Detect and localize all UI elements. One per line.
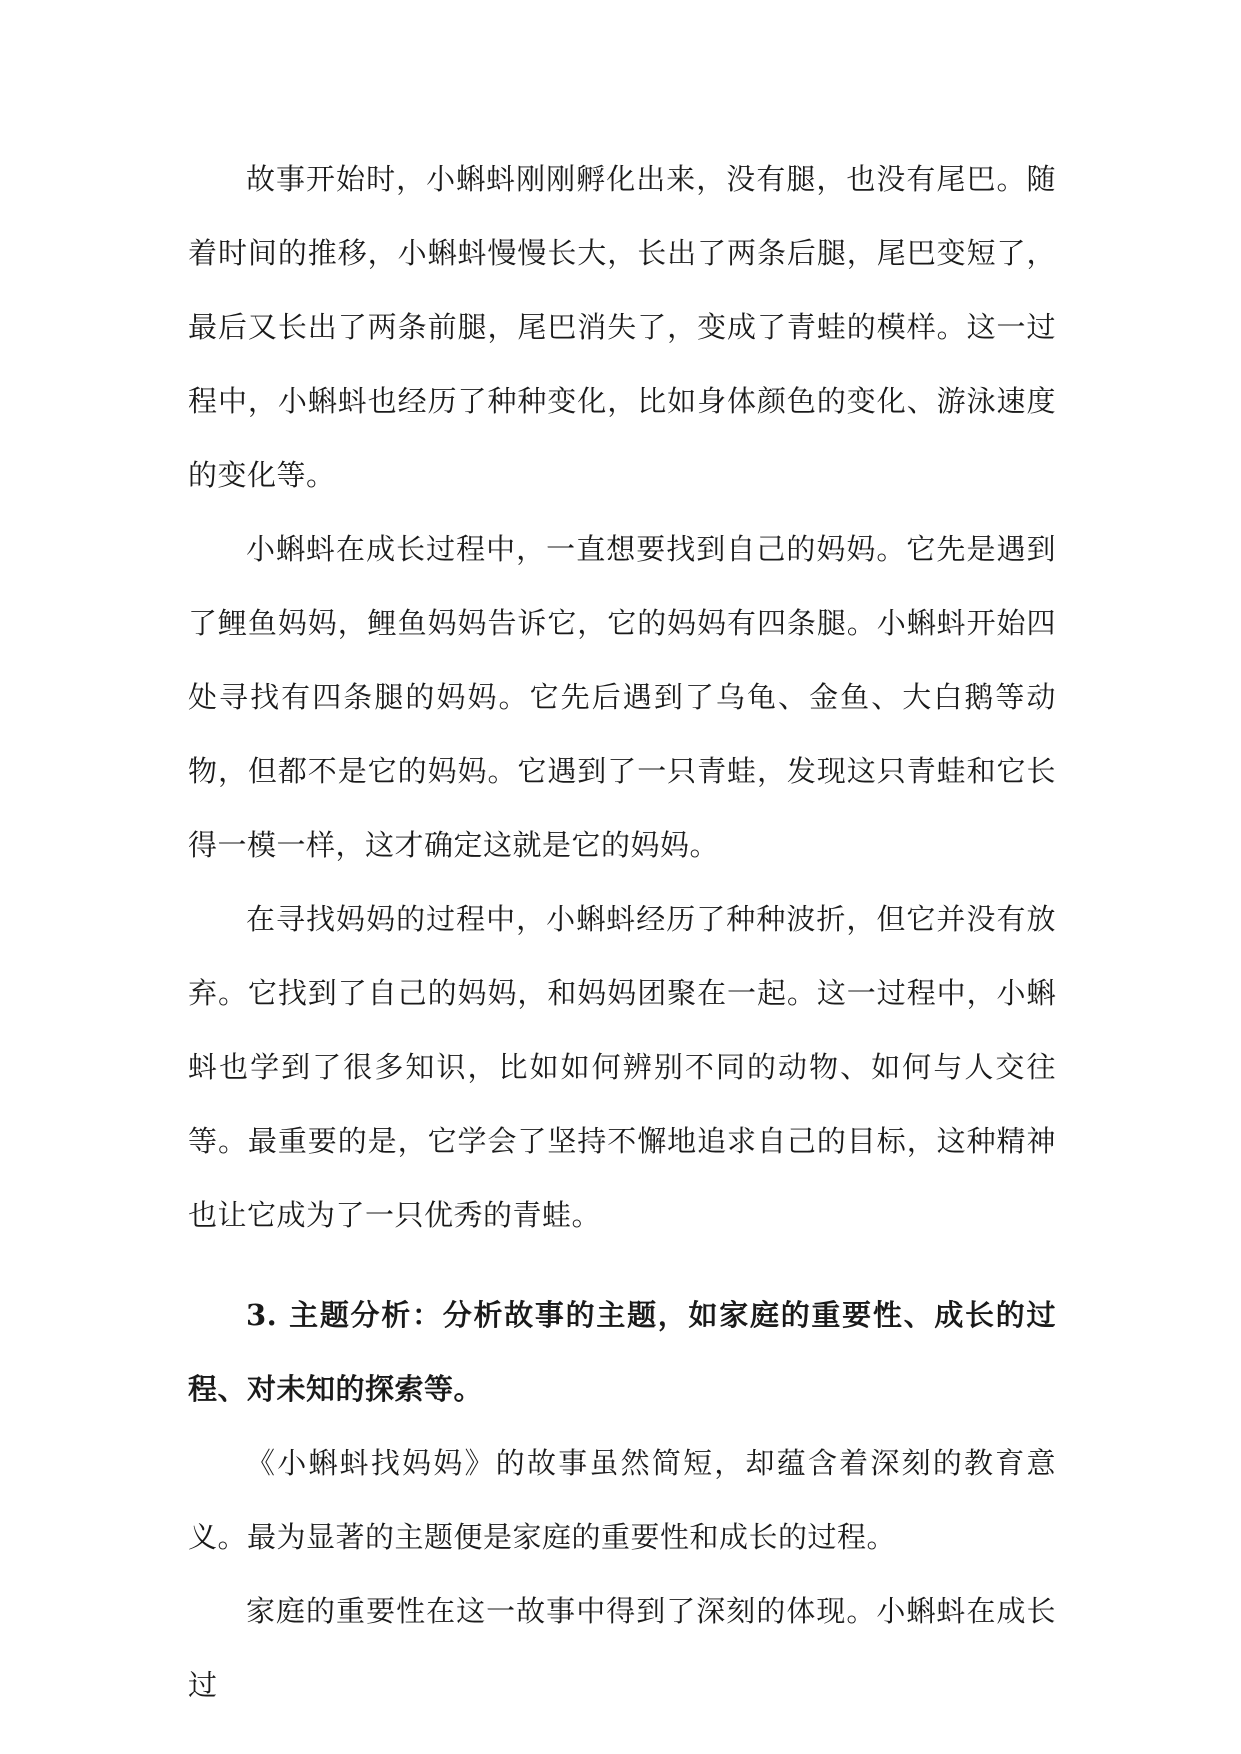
paragraph-perseverance: 在寻找妈妈的过程中，小蝌蚪经历了种种波折，但它并没有放弃。它找到了自己的妈妈，和妈妈团聚在一起。这一过程中，小蝌蚪也学到了很多知识，比如如何辨别不同的动物、如何与人交往等。最重要的是，它学会了坚持不懈地追求自己的目标，这种精神也让它成为了一只优秀的青蛙。 — [188, 902, 1056, 1232]
section-heading-theme-analysis: 3. 主题分析：分析故事的主题，如家庭的重要性、成长的过程、对未知的探索等。 — [188, 1298, 1056, 1406]
paragraph-search-mother: 小蝌蚪在成长过程中，一直想要找到自己的妈妈。它先是遇到了鲤鱼妈妈，鲤鱼妈妈告诉它，它的妈妈有四条腿。小蝌蚪开始四处寻找有四条腿的妈妈。它先后遇到了乌龟、金鱼、大白鹅等动物，但都不是它的妈妈。它遇到了一只青蛙，发现这只青蛙和它长得一模一样，这才确定这就是它的妈妈。 — [188, 532, 1056, 862]
paragraph-family-importance: 家庭的重要性在这一故事中得到了深刻的体现。小蝌蚪在成长过 — [188, 1594, 1056, 1702]
paragraph-theme-intro: 《小蝌蚪找妈妈》的故事虽然简短，却蕴含着深刻的教育意义。最为显著的主题便是家庭的重要性和成长的过程。 — [188, 1446, 1056, 1554]
document-body — [188, 142, 1056, 1722]
paragraph-growth: 故事开始时，小蝌蚪刚刚孵化出来，没有腿，也没有尾巴。随着时间的推移，小蝌蚪慢慢长大，长出了两条后腿，尾巴变短了，最后又长出了两条前腿，尾巴消失了，变成了青蛙的模样。这一过程中，小蝌蚪也经历了种种变化，比如身体颜色的变化、游泳速度的变化等。 — [188, 162, 1056, 492]
